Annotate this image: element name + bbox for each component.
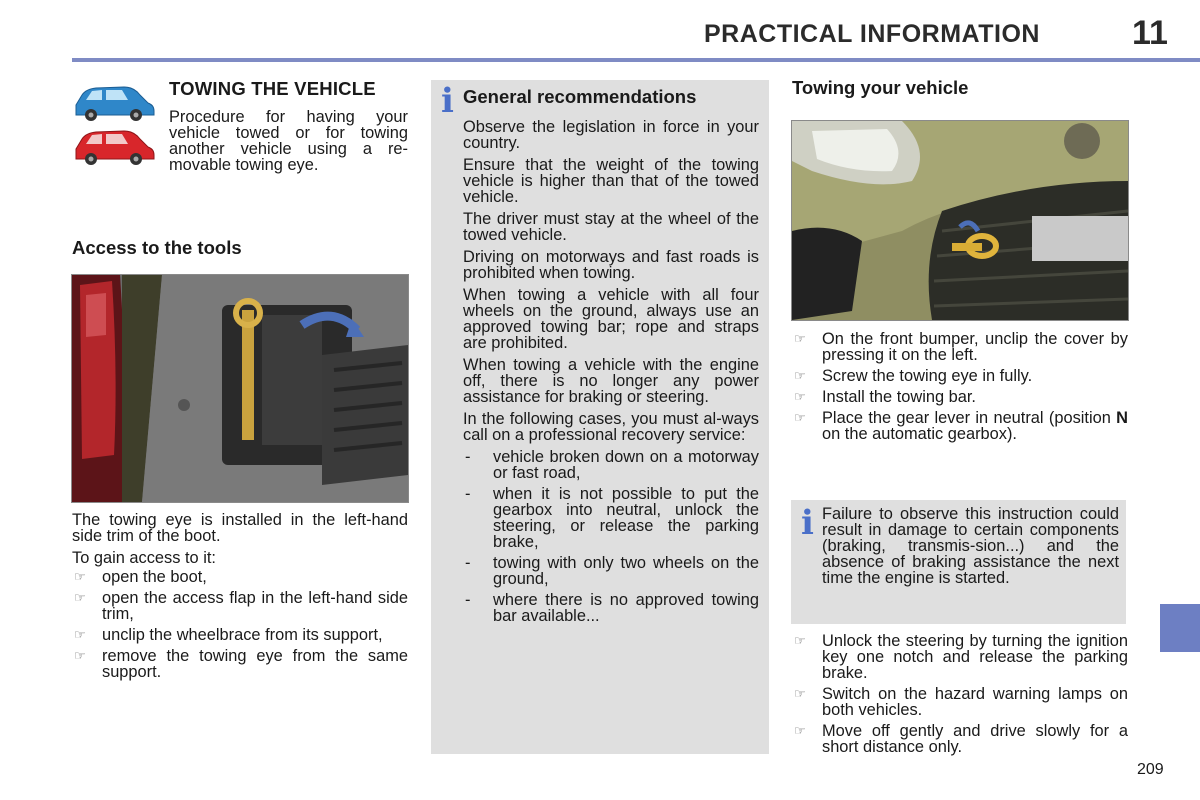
general-paragraph: Driving on motorways and fast roads is prohibited when towing. — [463, 248, 759, 282]
page-number: 209 — [1137, 761, 1164, 778]
general-paragraph: When towing a vehicle with the engine off, there is no longer any power assistance for braking or steering. — [463, 356, 759, 406]
chapter-tab — [1160, 604, 1200, 652]
general-paragraph: In the following cases, you must al-ways call on a professional recovery service: — [463, 410, 759, 444]
info-icon: i — [801, 503, 814, 543]
pointing-hand-icon: ☞ — [794, 633, 806, 648]
list-item: ☞ Switch on the hazard warning lamps on both vehicles. — [794, 685, 1128, 719]
list-item: - where there is no approved towing bar available... — [465, 591, 759, 625]
towing-steps-list-2 — [792, 633, 1128, 755]
boot-trim-photo — [71, 274, 409, 503]
pointing-hand-icon: ☞ — [74, 590, 86, 605]
general-paragraph: Observe the legislation in force in your country. — [463, 118, 759, 152]
car-icons — [72, 83, 158, 168]
header-divider — [72, 58, 1200, 62]
list-item: ☞ remove the towing eye from the same support. — [74, 647, 408, 681]
list-item: ☞ Move off gently and drive slowly for a short distance only. — [794, 722, 1128, 756]
towing-steps-list — [792, 331, 1128, 442]
general-paragraph: The driver must stay at the wheel of the towed vehicle. — [463, 210, 759, 244]
pointing-hand-icon: ☞ — [794, 686, 806, 701]
info-icon: i — [441, 81, 454, 121]
list-item: - when it is not possible to put the gearbox into neutral, unlock the steering, or release the parking brake, — [465, 485, 759, 551]
list-item: ☞ Unlock the steering by turning the ignition key one notch and release the parking brake. — [794, 632, 1128, 682]
section-heading-general-recommendations: General recommendations — [463, 86, 697, 107]
blue-car-icon — [76, 87, 154, 121]
list-item: ☞ Install the towing bar. — [794, 388, 976, 406]
pointing-hand-icon: ☞ — [74, 627, 86, 642]
pointing-hand-icon: ☞ — [794, 410, 806, 425]
pointing-hand-icon: ☞ — [794, 723, 806, 738]
intro-text: Procedure for having your vehicle towed or for towing another vehicle using a re-movable towing eye. — [169, 108, 408, 174]
access-paragraph-2: To gain access to it: — [72, 549, 216, 567]
access-steps-list — [72, 569, 408, 680]
general-paragraph: When towing a vehicle with all four wheels on the ground, always use an approved towing bar; rope and straps are prohibited. — [463, 286, 759, 352]
list-item: ☞ open the access flap in the left-hand side trim, — [74, 589, 408, 623]
access-paragraph-1: The towing eye is installed in the left-hand side trim of the boot. — [72, 511, 408, 545]
list-item: ☞ open the boot, — [74, 568, 207, 586]
pointing-hand-icon: ☞ — [794, 331, 806, 346]
recovery-cases-list — [463, 449, 759, 624]
general-paragraph: Ensure that the weight of the towing vehicle is higher than that of the towed vehicle. — [463, 156, 759, 206]
list-item: ☞ On the front bumper, unclip the cover by pressing it on the left. — [794, 330, 1128, 364]
list-item: ☞ Screw the towing eye in fully. — [794, 367, 1033, 385]
pointing-hand-icon: ☞ — [74, 569, 86, 584]
pointing-hand-icon: ☞ — [794, 389, 806, 404]
list-item: - vehicle broken down on a motorway or fast road, — [465, 448, 759, 482]
section-heading-towing-the-vehicle: TOWING THE VEHICLE — [169, 78, 376, 99]
pointing-hand-icon: ☞ — [794, 368, 806, 383]
page-header-title: PRACTICAL INFORMATION — [704, 20, 1040, 48]
chapter-number: 11 — [1132, 14, 1168, 52]
front-bumper-photo — [791, 120, 1129, 321]
section-heading-towing-your-vehicle: Towing your vehicle — [792, 77, 969, 98]
pointing-hand-icon: ☞ — [74, 648, 86, 663]
warning-text: Failure to observe this instruction could result in damage to certain components (braking, transmis-sion...) and the absence of braking assistance the next time the engine is started. — [822, 505, 1119, 587]
list-item: ☞ Place the gear lever in neutral (position N on the automatic gearbox). — [794, 409, 1128, 443]
red-car-icon — [76, 131, 154, 165]
section-heading-access-tools: Access to the tools — [72, 237, 242, 258]
list-item: - towing with only two wheels on the ground, — [465, 554, 759, 588]
list-item: ☞ unclip the wheelbrace from its support, — [74, 626, 383, 644]
